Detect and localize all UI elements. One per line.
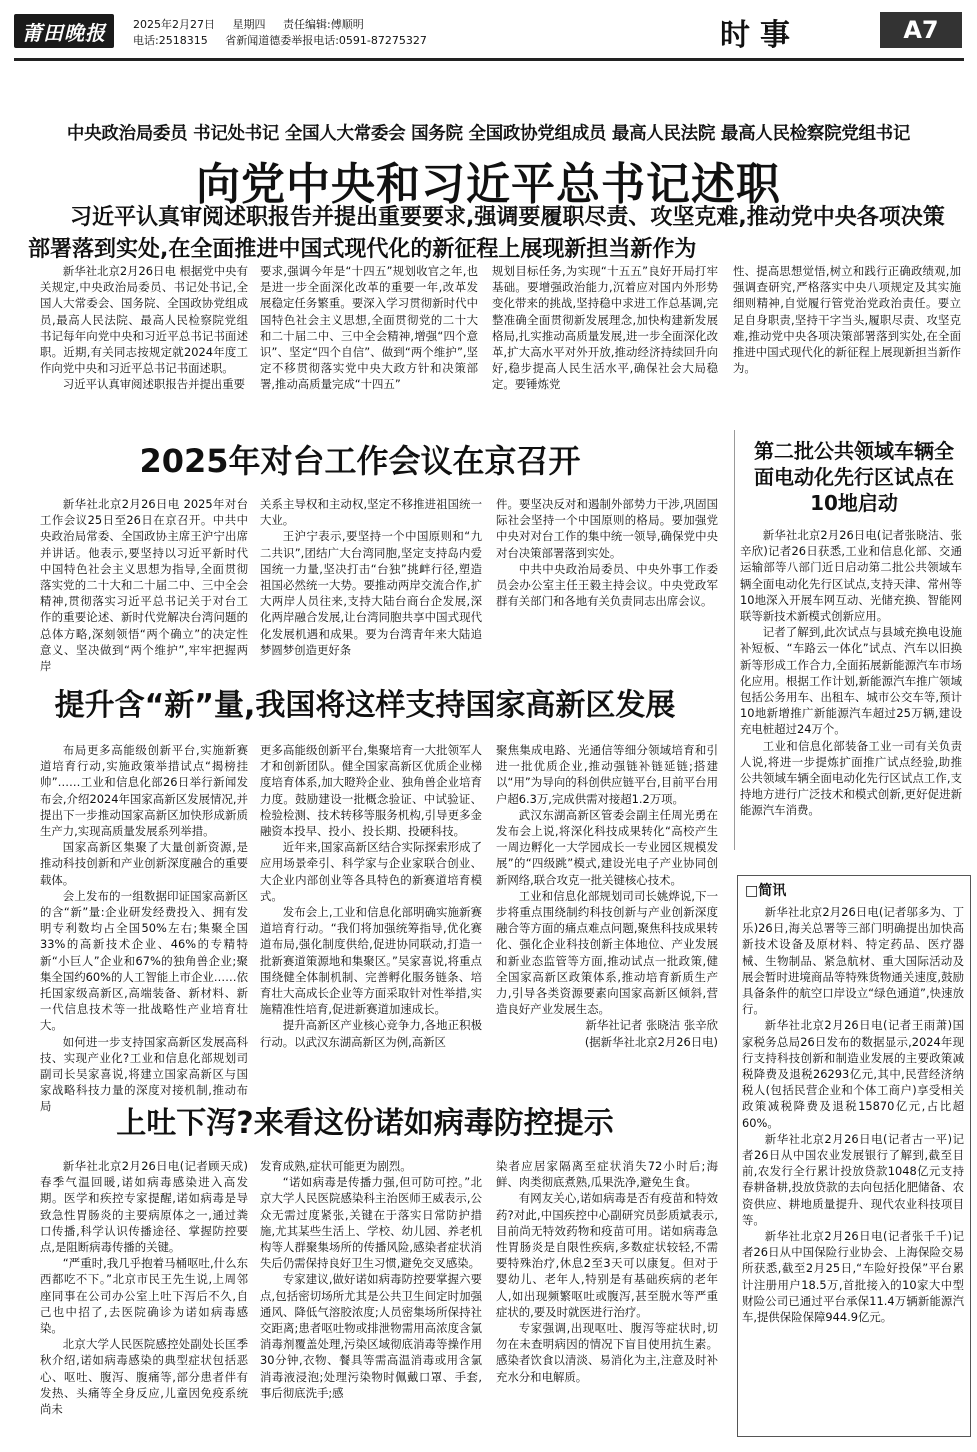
section-title: 时事 [720, 18, 800, 53]
header-info-line-1 [133, 18, 378, 32]
article4-column-3 [496, 1158, 718, 1440]
paragraph: 会上发布的一组数据印证国家高新区的含“新”量:企业研发经费投入、拥有发明专利数均占全国50%左右;集聚全国33%的高新技术企业、46%的专精特新“小巨人”企业和67%的独角兽企业;聚集全国约60%的人工智能上市企业……依托国家级高新区,高端装备、新材料、新一代信息技术等一批战略性产业培育壮大。 [40, 888, 248, 1033]
article4-column-2 [260, 1158, 482, 1440]
briefs-title: □简讯 [745, 883, 787, 899]
paragraph: 工业和信息化部装备工业一司有关负责人说,将进一步提炼扩面推广试点经验,助推公共领域车辆全面电动化先行区试点工作,支持地方进行广泛技术和模式创新,更好促进新能源汽车消费。 [740, 738, 962, 818]
article2-headline: 2025年对台工作会议在京召开 [139, 442, 581, 480]
paragraph: 聚焦集成电路、光通信等细分领域培育和引进一批优质企业,推动强链补链延链;搭建以“用”为导向的科创供应链平台,目前平台用户超6.3万,完成供需对接超1.2万项。 [496, 743, 718, 806]
byline: 新华社记者 张晓洁 张辛欣 [585, 1018, 718, 1033]
paragraph: 北京大学人民医院感控处副处长匡季秋介绍,诺如病毒感染的典型症状包括恶心、呕吐、腹泻、腹痛等,部分患者伴有发热、头痛等全身反应,儿童因免疫系统尚未 [40, 1337, 248, 1417]
paragraph: 更多高能级创新平台,集聚培育一大批领军人才和创新团队。健全国家高新区优质企业梯度培育体系,加大瞪羚企业、独角兽企业培育力度。鼓励建设一批概念验证、中试验证、检验检测、技术转移等服务机构,引导更多金融资本投早、投小、投长期、投硬科技。 [260, 743, 482, 839]
brief-item: 新华社北京2月26日电(记者古一平)记者26日从中国农业发展银行了解到,截至目前,农发行全行累计投放贷款1048亿元支持春耕备耕,投放贷款的去向包括化肥储备、农资供应、耕地质量提升、现代农业科技项目等。 [742, 1131, 964, 1227]
issue-weekday: 星期四 [232, 18, 266, 31]
article3-column-1 [40, 742, 248, 1114]
paragraph: 新华社北京2月26日电 根据党中央有关规定,中央政治局委员、书记处书记,全国人大常委会、国务院、全国政协党组成员,最高人民法院、最高人民检察院党组书记每年向党中央和习近平总书记书面述职。近期,有关同志按规定就2024年度工作向党中央和习近平总书记书面述职。 [40, 264, 248, 376]
paragraph: 染者应居家隔离至症状消失72小时后;海鲜、肉类彻底煮熟,瓜果洗净,避免生食。 [496, 1159, 718, 1190]
source-line: (据新华社北京2月26日电) [584, 1034, 718, 1049]
editor-credit: 责任编辑:傅顺明 [283, 18, 364, 31]
paragraph: 如何进一步支持国家高新区发展高科技、实现产业化?工业和信息化部规划司副司长吴家喜说,将建立国家高新区与国家战略科技力量的深度对接机制,推动布局 [40, 1034, 248, 1114]
brief-item: 新华社北京2月26日电(记者王雨萧)国家税务总局26日发布的数据显示,2024年现行支持科技创新和制造业发展的主要政策减税降费及退税26293亿元,其中,民营经济纳税人(包括民营企业和个体工商户)享受相关政策减税降费及退税15870亿元,占比超60%。 [742, 1018, 964, 1130]
paragraph: 专家建议,做好诺如病毒防控要掌握六要点,包括密切场所尤其是公共卫生间定时加强通风、降低气溶胶浓度;人员密集场所保持社交距离;患者呕吐物或排泄物需用高浓度含氯消毒剂覆盖处理,污染区域彻底消毒等操作用30分钟,衣物、餐具等需高温消毒或用含氯消毒液浸泡;处理污染物时佩戴口罩、手套,事后彻底洗手;感 [260, 1272, 482, 1400]
briefs-body [742, 904, 964, 1432]
paragraph: 新华社北京2月26日电(记者张晓洁、张辛欣)记者26日获悉,工业和信息化部、交通运输部等八部门近日启动第二批公共领域车辆全面电动化先行区试点,支持天津、常州等10地深入开展车网互动、光储充换、智能网联等新技术新模式创新应用。 [740, 528, 962, 624]
paragraph: 国家高新区集聚了大量创新资源,是推动科技创新和产业创新深度融合的重要载体。 [40, 840, 248, 887]
article3-headline: 提升含“新”量,我国将这样支持国家高新区发展 [54, 688, 676, 723]
paragraph: 专家强调,出现呕吐、腹泻等症状时,切勿在未查明病因的情况下盲目使用抗生素。感染者饮食以清淡、易消化为主,注意及时补充水分和电解质。 [496, 1321, 718, 1384]
article1-column-4 [733, 263, 961, 413]
article3-column-3 [496, 742, 718, 1088]
article4-column-1 [40, 1158, 248, 1440]
newspaper-logo: 莆田晚报 [14, 14, 114, 48]
paragraph: 规划目标任务,为实现“十五五”良好开局打牢基础。要增强政治能力,沉着应对国内外形势变化带来的挑战,坚持稳中求进工作总基调,完整准确全面贯彻新发展理念,加快构建新发展格局,扎实推动高质量发展,进一步全面深化改革,扩大高水平对外开放,推动经济持续回升向好,稳步提高人民生活水平,确保社会大局稳定。要锤炼党 [492, 264, 718, 392]
paragraph: 关系主导权和主动权,坚定不移推进祖国统一大业。 [260, 497, 482, 528]
paragraph: 有网友关心,诺如病毒是否有疫苗和特效药?对此,中国疾控中心副研究员彭质斌表示,目前尚无特效药物和疫苗可用。诺如病毒急性胃肠炎是自限性疾病,多数症状较轻,不需要特殊治疗,休息2至3天可以康复。但对于婴幼儿、老年人,特别是有基础疾病的老年人,如出现频繁呕吐或腹泻,甚至脱水等严重症状的,要及时就医进行治疗。 [496, 1191, 718, 1319]
paragraph: 发育成熟,症状可能更为剧烈。 [260, 1159, 412, 1173]
paragraph: 布局更多高能级创新平台,实施新赛道培育行动,实施政策举措试点“揭榜挂帅”……工业和信息化部26日举行新闻发布会,介绍2024年国家高新区发展情况,并提出下一步推动国家高新区加快形成新质生产力,实现高质量发展系列举措。 [40, 743, 248, 839]
article1-deck: 习近平认真审阅述职报告并提出重要要求,强调要履职尽责、攻坚克难,推动党中央各项决策部署落到实处,在全面推进中国式现代化的新征程上展现新担当新作为 [28, 205, 945, 262]
paragraph: 近年来,国家高新区结合实际探索形成了应用场景牵引、科学家与企业家联合创业、大企业内部创业等各具特色的新赛道培育模式。 [260, 840, 482, 903]
report-phone: 省新闻道德委举报电话:0591-87275327 [225, 34, 427, 47]
paragraph: 中共中央政治局委员、中央外事工作委员会办公室主任王毅主持会议。中央党政军群有关部门和各地有关负责同志出席会议。 [496, 561, 718, 609]
paragraph: 王沪宁表示,要坚持一个中国原则和“九二共识”,团结广大台湾同胞,坚定支持岛内爱国统一力量,坚决打击“台独”挑衅行径,塑造祖国必然统一大势。要推动两岸交流合作,扩大两岸人员往来,支持大陆台商台企发展,深化两岸融合发展,让台湾同胞共享中国式现代化发展机遇和成果。要为台湾青年来大陆追梦圆梦创造更好条 [260, 529, 482, 657]
article1-column-3 [492, 263, 718, 413]
paragraph: 性、提高思想觉悟,树立和践行正确政绩观,加强调查研究,严格落实中央八项规定及其实施细则精神,自觉履行管党治党政治责任。要立足自身职责,坚持干字当头,履职尽责、攻坚克难,推动党中央各项决策部署落到实处,在全面推进中国式现代化的新征程上展现新担当新作为。 [733, 264, 961, 376]
paragraph: 新华社北京2月26日电 2025年对台工作会议25日至26日在京召开。中共中央政治局常委、全国政协主席王沪宁出席并讲话。他表示,要坚持以习近平新时代中国特色社会主义思想为指导,全面贯彻落实党的二十大和二十届二中、三中全会精神,贯彻落实习近平总书记关于对台工作的重要论述、新时代党解决台湾问题的总体方略,深刻领悟“两个确立”的决定性意义、坚决做到“两个维护”,牢牢把握两岸 [40, 497, 248, 674]
page-number: A7 [880, 12, 962, 48]
article4-headline: 上吐下泻?来看这份诺如病毒防控提示 [116, 1106, 614, 1141]
paragraph: 武汉东湖高新区管委会副主任周光勇在发布会上说,将深化科技成果转化“高校产生一周边孵化一大学园成长一专业园区规模发展”的“四级跳”模式,建设光电子产业协同创新网络,联合攻克一批关键核心技术。 [496, 807, 718, 887]
paragraph: 新华社北京2月26日电(记者顾天成)春季气温回暖,诺如病毒感染进入高发期。医学和疾控专家提醒,诺如病毒是导致急性胃肠炎的主要病原体之一,通过粪口传播,科学认识传播途径、掌握防控要点,是阻断病毒传播的关键。 [40, 1159, 248, 1255]
article1-column-2 [260, 263, 478, 413]
header-rule [14, 58, 964, 61]
article2-column-2 [260, 496, 482, 664]
header-info-line-2 [133, 34, 441, 48]
paragraph: 提升高新区产业核心竞争力,各地正积极行动。以武汉东湖高新区为例,高新区 [260, 1018, 482, 1049]
issue-date: 2025年2月27日 [133, 18, 215, 31]
paragraph: 发布会上,工业和信息化部明确实施新赛道培育行动。“我们将加强统筹指导,优化赛道布局,强化制度供给,促进协同联动,打造一批新赛道策源地和集聚区。”吴家喜说,将重点围绕健全体制机制、完善孵化服务链条、培育壮大高成长企业等方面采取针对性举措,实施精准性培育,促进新赛道加速成长。 [260, 905, 482, 1017]
paragraph: 记者了解到,此次试点与县域充换电设施补短板、“车路云一体化”试点、汽车以旧换新等形成工作合力,全面拓展新能源汽车市场化应用。根据工作计划,新能源汽车推广领域包括公务用车、出租车、城市公交车等,预计10地新增推广新能源汽车超过25万辆,建设充电桩超过24万个。 [740, 625, 962, 737]
paragraph: 要求,强调今年是“十四五”规划收官之年,也是进一步全面深化改革的重要一年,改革发展稳定任务繁重。要深入学习贯彻新时代中国特色社会主义思想,全面贯彻党的二十大和二十届二中、三中全会精神,增强“四个意识”、坚定“四个自信”、做到“两个维护”,坚定不移贯彻落实党中央大政方针和决策部署,推动高质量完成“十四五” [260, 264, 478, 392]
article1-column-1 [40, 263, 248, 413]
article1-kicker: 中央政治局委员 书记处书记 全国人大常委会 国务院 全国政协党组成员 最高人民法院 最高人民检察院党组书记 [66, 124, 911, 144]
brief-item: 新华社北京2月26日电(记者邬多为、丁乐)26日,海关总署等三部门明确提出加快高新技术设备及原材料、特定药品、医疗器械、生物制品、紧急航材、重大国际活动及展会暂时进境商品等特殊货物通关速度,鼓励具备条件的航空口岸设立“绿色通道”,快速放行。 [742, 905, 964, 1017]
paragraph: 件。要坚决反对和遏制外部势力干涉,巩固国际社会坚持一个中国原则的格局。要加强党中央对对台工作的集中统一领导,确保党中央对台决策部署落到实处。 [496, 497, 718, 560]
sidebar-body [740, 527, 962, 857]
article2-column-3 [496, 496, 718, 664]
article1-headline: 向党中央和习近平总书记述职 [196, 159, 781, 210]
column-divider [734, 430, 735, 850]
sidebar-headline: 第二批公共领域车辆全面电动化先行区试点在10地启动 [754, 439, 954, 515]
article2-column-1 [40, 496, 248, 674]
paragraph: 习近平认真审阅述职报告并提出重要 [62, 377, 246, 392]
paragraph: “诺如病毒是传播力强,但可防可控。”北京大学人民医院感染科主治医师王威表示,公众无需过度紧张,关键在于落实日常防护措施,尤其某些生活上、学校、幼儿园、养老机构等人群聚集场所的传播风险,感染者症状消失后仍需保持良好卫生习惯,避免交叉感染。 [260, 1175, 482, 1271]
article3-column-2 [260, 742, 482, 1088]
brief-item: 新华社北京2月26日电(记者张千千)记者26日从中国保险行业协会、上海保险交易所获悉,截至2月25日,“车险好投保”平台累计注册用户18.5万,首批接入的10家大中型财险公司已通过平台承保11.4万辆新能源汽车,提供保险保障944.9亿元。 [742, 1229, 964, 1325]
phone: 电话:2518315 [133, 34, 208, 47]
paragraph: “严重时,我几乎抱着马桶呕吐,什么东西都吃不下。”北京市民王先生说,上周邻座同事在公司办公室上吐下泻后不久,自己也中招了,去医院确诊为诺如病毒感染。 [40, 1256, 248, 1336]
paragraph: 工业和信息化部规划司司长姚烨说,下一步将重点围绕制约科技创新与产业创新深度融合等方面的痛点难点问题,聚焦科技成果转化、强化企业科技创新主体地位、产业发展和新业态监管等方面,推动试点一批政策,健全国家高新区政策体系,推动培育新质生产力,引导各类资源要素向国家高新区倾斜,营造良好产业发展生态。 [496, 888, 718, 1017]
